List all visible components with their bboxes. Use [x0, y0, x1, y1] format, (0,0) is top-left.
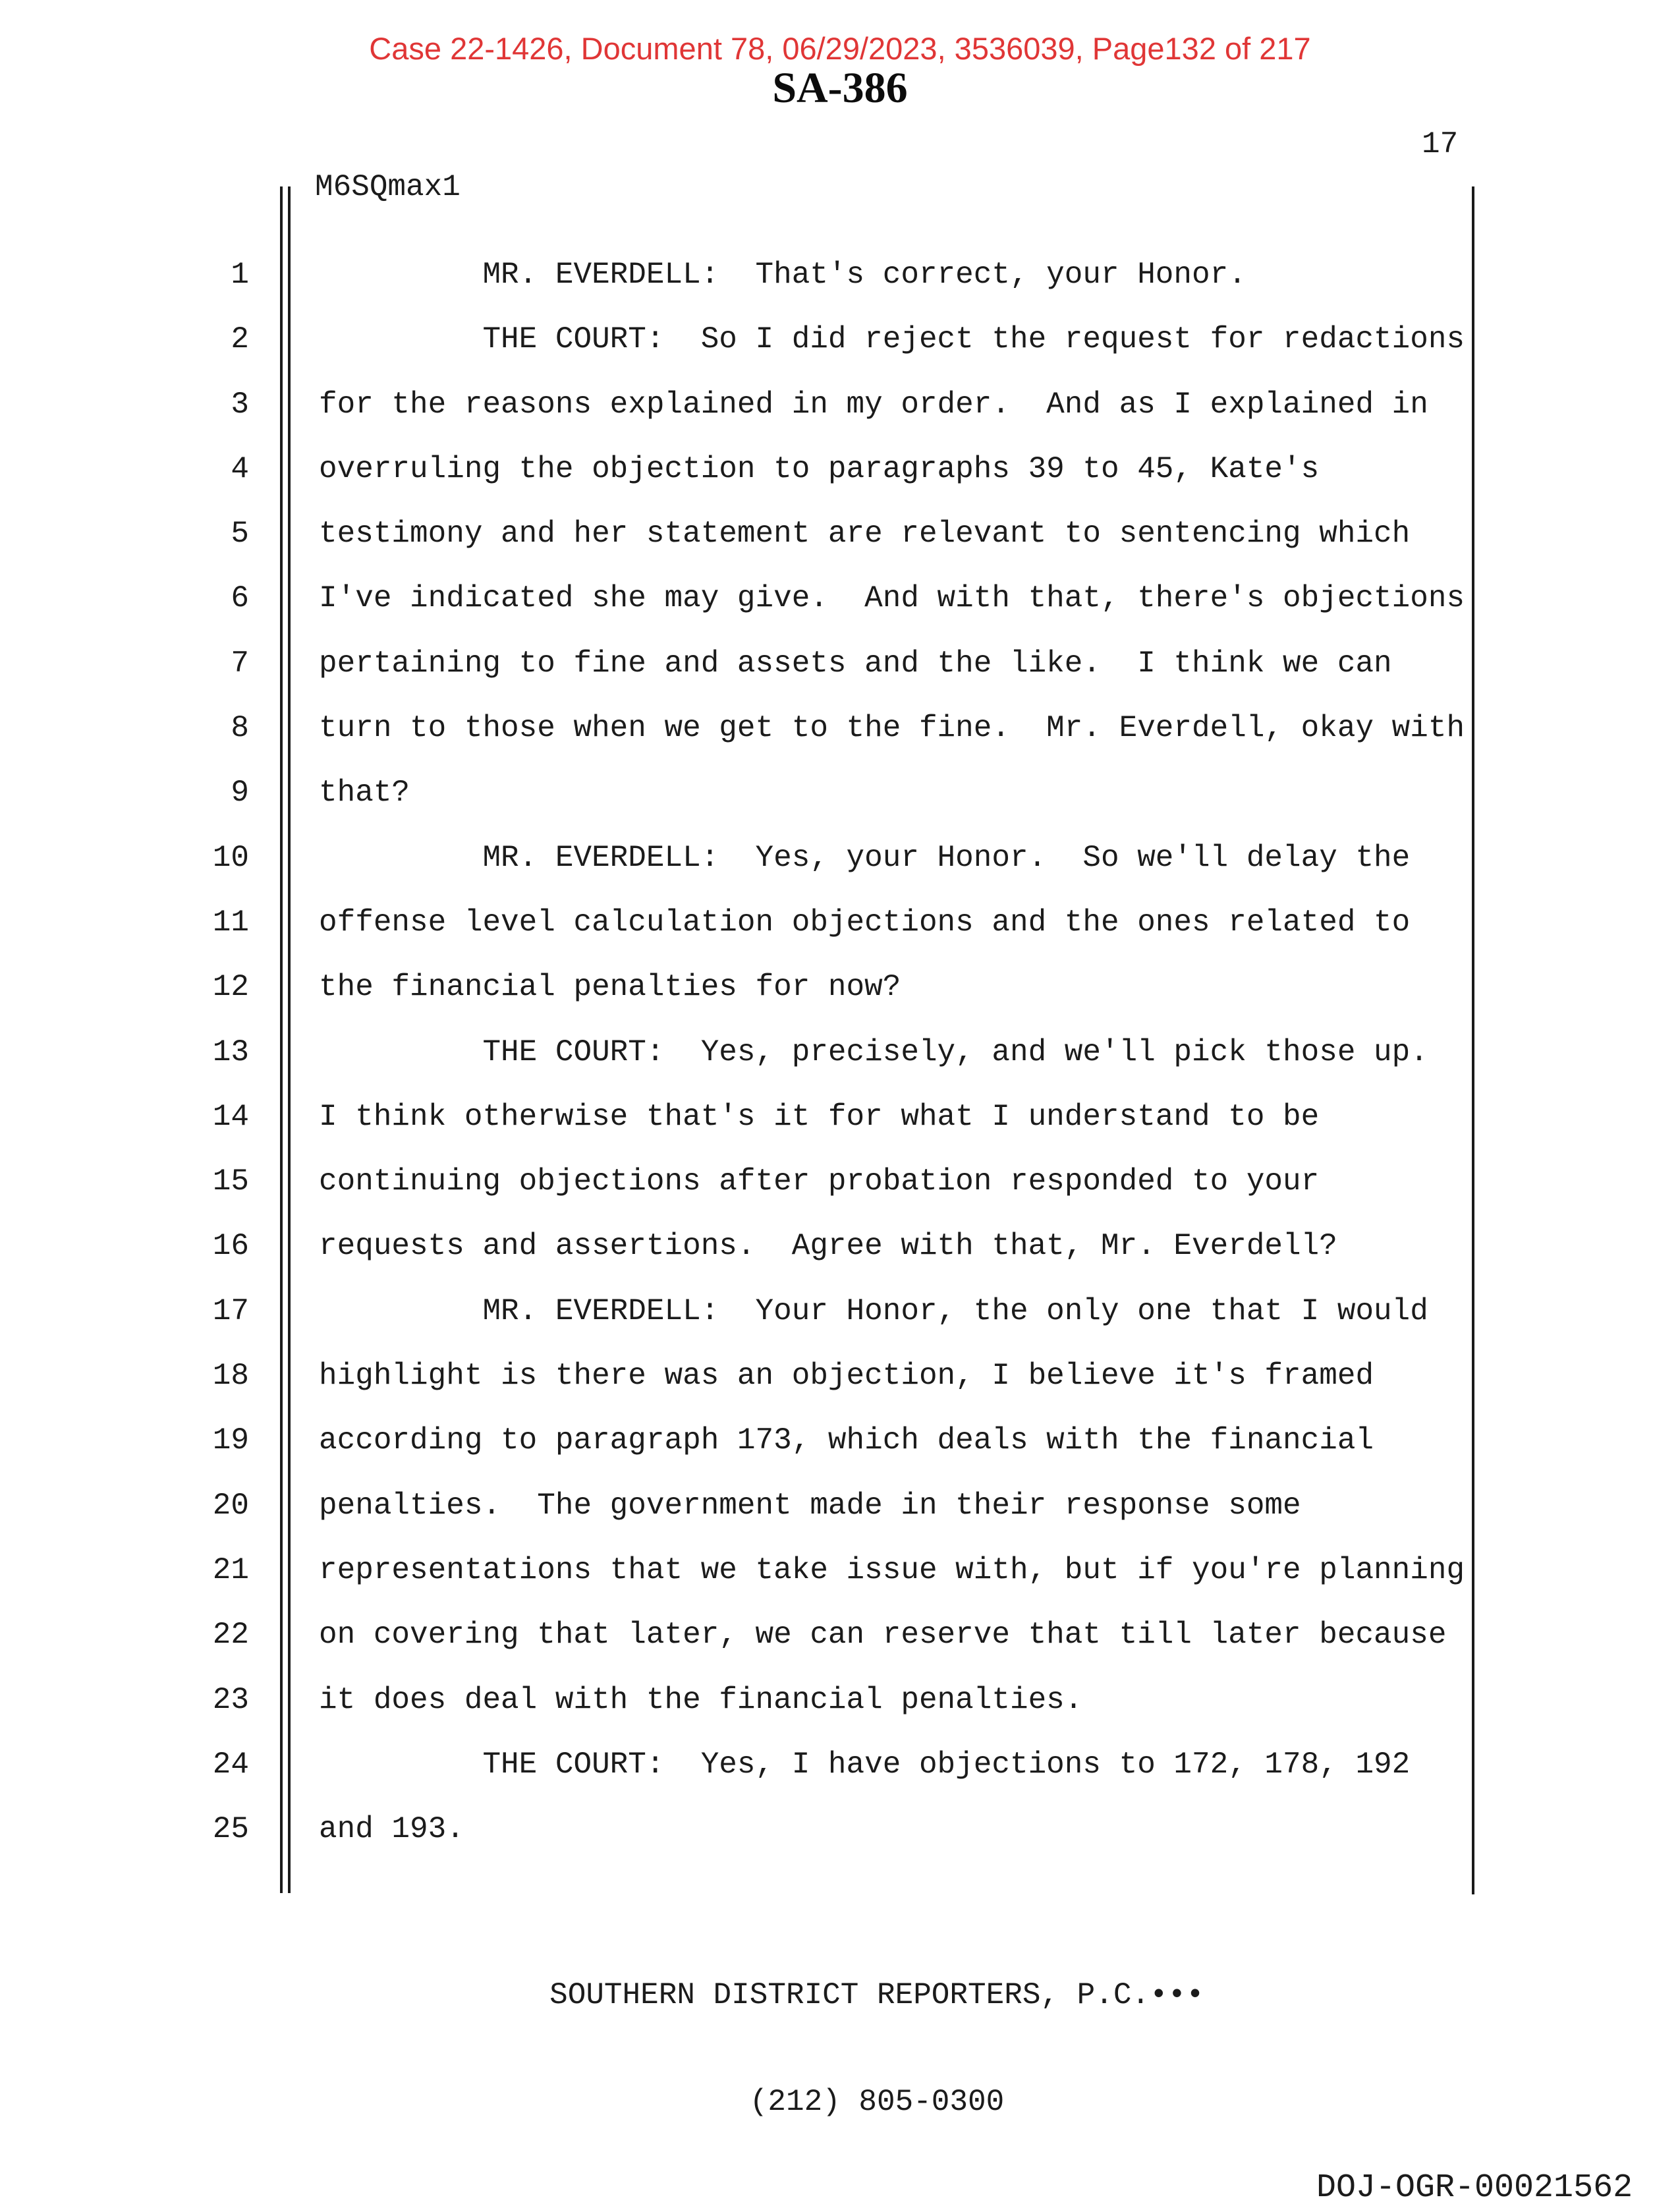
line-text: turn to those when we get to the fine. Mr. Everdell, okay with	[319, 711, 1465, 746]
line-number: 1	[231, 258, 249, 292]
transcript-line	[0, 372, 1515, 437]
bates-number: DOJ-OGR-00021562	[1316, 2169, 1633, 2207]
line-text: requests and assertions. Agree with that, Mr. Everdell?	[319, 1229, 1337, 1264]
line-text: THE COURT: Yes, I have objections to 172, 178, 192	[319, 1747, 1411, 1782]
line-text: continuing objections after probation responded to your	[319, 1164, 1320, 1199]
line-number: 15	[212, 1164, 249, 1199]
transcript-line	[0, 890, 1515, 955]
line-text: overruling the objection to paragraphs 39 to 45, Kate's	[319, 451, 1320, 486]
line-number: 17	[212, 1293, 249, 1328]
transcript-line	[0, 1279, 1515, 1344]
transcript-line	[0, 242, 1515, 307]
transcript-line	[0, 1602, 1515, 1667]
line-text: MR. EVERDELL: Your Honor, the only one that I would	[319, 1293, 1428, 1328]
transcript-line	[0, 826, 1515, 890]
line-text: that?	[319, 776, 410, 810]
transcript-line	[0, 1408, 1515, 1473]
transcript-line	[0, 1538, 1515, 1602]
transcript-line	[0, 566, 1515, 631]
transcript-lines	[0, 242, 1515, 1861]
line-text: penalties. The government made in their response some	[319, 1488, 1301, 1523]
line-number: 9	[231, 776, 249, 810]
line-number: 8	[231, 711, 249, 746]
line-text: highlight is there was an objection, I believe it's framed	[319, 1359, 1374, 1394]
transcript-line	[0, 501, 1515, 566]
line-number: 19	[212, 1423, 249, 1458]
line-text: I've indicated she may give. And with that, there's objections	[319, 581, 1465, 616]
line-number: 11	[212, 905, 249, 940]
line-text: MR. EVERDELL: That's correct, your Honor.	[319, 258, 1246, 292]
reporter-phone: (212) 805-0300	[749, 2085, 1005, 2119]
transcript-line	[0, 696, 1515, 760]
line-number: 13	[212, 1035, 249, 1069]
appendix-page-title: SA-386	[772, 64, 908, 112]
transcript-line	[0, 631, 1515, 696]
line-text: offense level calculation objections and the ones related to	[319, 905, 1411, 940]
line-text: MR. EVERDELL: Yes, your Honor. So we'll delay the	[319, 840, 1411, 875]
line-text: according to paragraph 173, which deals with the financial	[319, 1423, 1374, 1458]
line-text: on covering that later, we can reserve that till later because	[319, 1618, 1447, 1653]
transcript-line	[0, 1732, 1515, 1797]
reporter-footer	[279, 1906, 1474, 2191]
line-text: THE COURT: Yes, precisely, and we'll pick those up.	[319, 1035, 1428, 1069]
line-text: and 193.	[319, 1812, 464, 1847]
line-text: it does deal with the financial penalties.	[319, 1682, 1083, 1717]
line-number: 7	[231, 646, 249, 681]
transcript-line	[0, 1473, 1515, 1538]
line-number: 10	[212, 840, 249, 875]
transcript-line	[0, 307, 1515, 372]
line-number: 22	[212, 1618, 249, 1653]
transcript-line	[0, 1149, 1515, 1214]
line-number: 3	[231, 387, 249, 422]
line-text: I think otherwise that's it for what I understand to be	[319, 1099, 1320, 1134]
transcript-line	[0, 1344, 1515, 1408]
line-text: testimony and her statement are relevant to sentencing which	[319, 517, 1411, 552]
line-text: pertaining to fine and assets and the like. I think we can	[319, 646, 1392, 681]
line-number: 4	[231, 451, 249, 486]
line-number: 14	[212, 1099, 249, 1134]
line-number: 23	[212, 1682, 249, 1717]
page-number: 17	[1422, 127, 1459, 161]
transcript-line	[0, 1020, 1515, 1085]
transcript-line	[0, 437, 1515, 501]
transcript-line	[0, 1797, 1515, 1861]
line-number: 20	[212, 1488, 249, 1523]
transcript-line	[0, 955, 1515, 1019]
line-number: 6	[231, 581, 249, 616]
line-text: THE COURT: So I did reject the request for redactions	[319, 322, 1465, 357]
transcript-job-id: M6SQmax1	[315, 170, 461, 204]
transcript-line	[0, 760, 1515, 825]
transcript-line	[0, 1214, 1515, 1278]
line-number: 5	[231, 517, 249, 552]
line-number: 12	[212, 970, 249, 1005]
line-number: 24	[212, 1747, 249, 1782]
transcript-line	[0, 1668, 1515, 1732]
line-number: 16	[212, 1229, 249, 1264]
transcript-line	[0, 1085, 1515, 1149]
line-number: 21	[212, 1552, 249, 1587]
line-number: 25	[212, 1812, 249, 1847]
line-text: representations that we take issue with, but if you're planning	[319, 1552, 1465, 1587]
line-text: for the reasons explained in my order. And as I explained in	[319, 387, 1428, 422]
line-text: the financial penalties for now?	[319, 970, 901, 1005]
line-number: 18	[212, 1359, 249, 1394]
line-number: 2	[231, 322, 249, 357]
reporter-name: SOUTHERN DISTRICT REPORTERS, P.C.•••	[549, 1978, 1204, 2012]
case-stamp: Case 22-1426, Document 78, 06/29/2023, 3536039, Page132 of 217	[369, 31, 1311, 66]
